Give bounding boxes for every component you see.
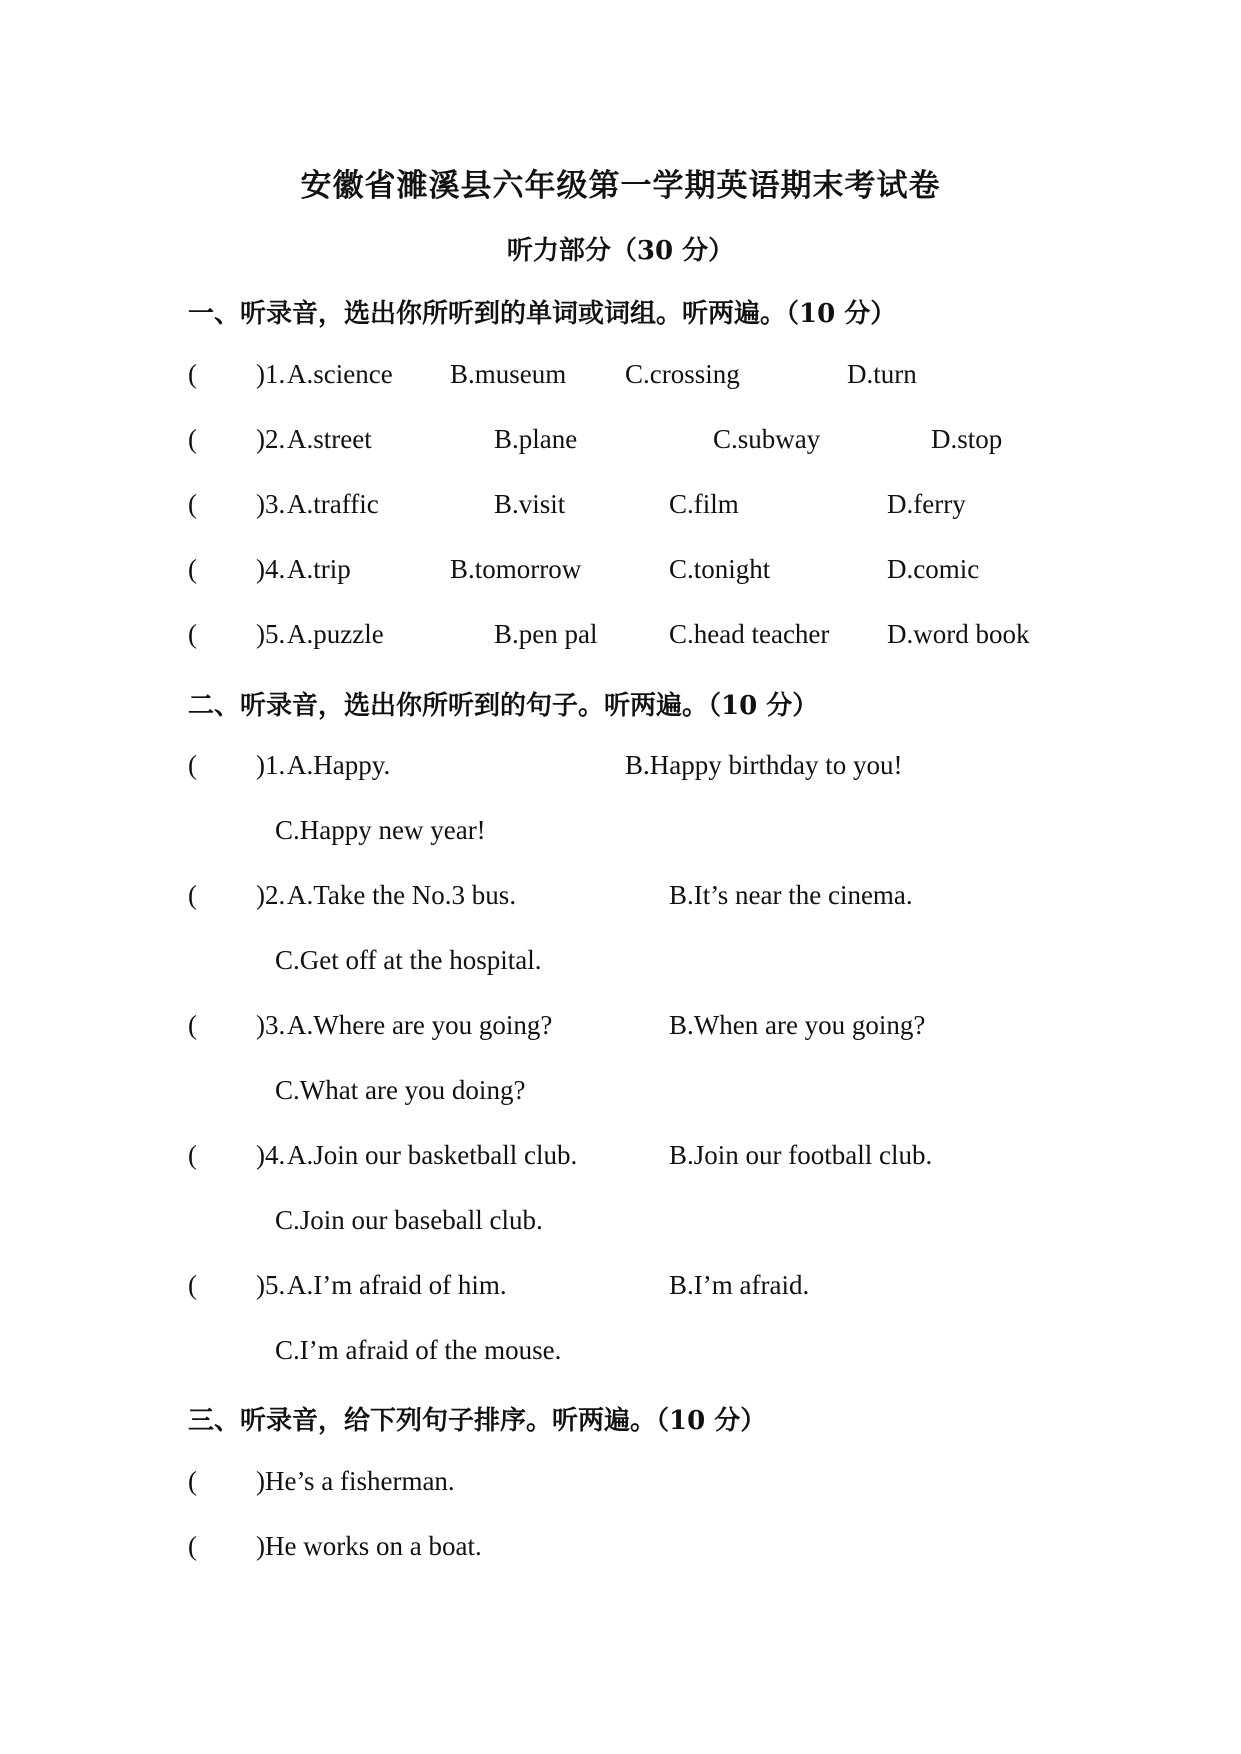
answer-blank[interactable] bbox=[202, 750, 252, 784]
option-c: C.film bbox=[669, 489, 739, 519]
answer-blank[interactable] bbox=[202, 619, 252, 653]
question-row bbox=[0, 359, 1241, 399]
answer-blank[interactable] bbox=[202, 554, 252, 588]
question-row-continued bbox=[0, 815, 1241, 855]
option-d: D.word book bbox=[887, 619, 1030, 649]
listening-part-title: 听力部分（30 分） bbox=[506, 236, 735, 266]
item-prefix: ) bbox=[256, 1466, 265, 1496]
option-c: C.crossing bbox=[625, 359, 740, 389]
option-a: A.Where are you going? bbox=[287, 1010, 553, 1040]
option-b: B.pen pal bbox=[494, 619, 598, 649]
option-a: A.Join our basketball club. bbox=[287, 1140, 578, 1170]
answer-paren: ( bbox=[188, 1270, 197, 1300]
answer-paren: ( bbox=[188, 424, 197, 454]
answer-blank[interactable] bbox=[202, 1010, 252, 1044]
question-number: )5. bbox=[256, 619, 286, 649]
option-c: C.Happy new year! bbox=[275, 815, 486, 845]
question-row bbox=[0, 554, 1241, 594]
question-row bbox=[0, 1010, 1241, 1050]
answer-blank[interactable] bbox=[202, 1140, 252, 1174]
answer-blank[interactable] bbox=[202, 1270, 252, 1304]
section-1-heading: 一、听录音，选出你所听到的单词或词组。听两遍。（10 分） bbox=[188, 299, 897, 329]
option-b: B.museum bbox=[450, 359, 567, 389]
option-d: D.stop bbox=[931, 424, 1003, 454]
option-d: D.ferry bbox=[887, 489, 966, 519]
question-row-continued bbox=[0, 1335, 1241, 1375]
answer-blank[interactable] bbox=[202, 359, 252, 393]
option-b: B.Happy birthday to you! bbox=[625, 750, 903, 780]
answer-paren: ( bbox=[188, 359, 197, 389]
question-row bbox=[0, 489, 1241, 529]
section-2-heading: 二、听录音，选出你所听到的句子。听两遍。（10 分） bbox=[188, 691, 819, 721]
option-b: B.tomorrow bbox=[450, 554, 582, 584]
question-row-continued bbox=[0, 945, 1241, 985]
question-row bbox=[0, 424, 1241, 464]
option-a: A.Take the No.3 bus. bbox=[287, 880, 517, 910]
question-number: )2. bbox=[256, 424, 286, 454]
answer-paren: ( bbox=[188, 750, 197, 780]
option-c: C.Join our baseball club. bbox=[275, 1205, 543, 1235]
answer-paren: ( bbox=[188, 1140, 197, 1170]
option-a: A.puzzle bbox=[287, 619, 384, 649]
question-row bbox=[0, 1140, 1241, 1180]
answer-paren: ( bbox=[188, 880, 197, 910]
sentence-text: He’s a fisherman. bbox=[265, 1466, 455, 1496]
answer-paren: ( bbox=[188, 1531, 197, 1561]
question-row bbox=[0, 750, 1241, 790]
answer-blank[interactable] bbox=[202, 1531, 252, 1565]
ordering-item bbox=[0, 1466, 1241, 1506]
question-number: )1. bbox=[256, 359, 286, 389]
question-row bbox=[0, 619, 1241, 659]
answer-paren: ( bbox=[188, 1010, 197, 1040]
option-c: C.head teacher bbox=[669, 619, 830, 649]
option-d: D.turn bbox=[847, 359, 917, 389]
question-row bbox=[0, 1270, 1241, 1310]
option-b: B.It’s near the cinema. bbox=[669, 880, 913, 910]
option-c: C.subway bbox=[713, 424, 821, 454]
option-a: A.traffic bbox=[287, 489, 379, 519]
answer-paren: ( bbox=[188, 554, 197, 584]
option-a: A.science bbox=[287, 359, 393, 389]
option-a: A.I’m afraid of him. bbox=[287, 1270, 507, 1300]
option-c: C.What are you doing? bbox=[275, 1075, 526, 1105]
question-row bbox=[0, 880, 1241, 920]
answer-blank[interactable] bbox=[202, 424, 252, 458]
question-row-continued bbox=[0, 1075, 1241, 1115]
option-d: D.comic bbox=[887, 554, 980, 584]
question-number: )3. bbox=[256, 489, 286, 519]
question-number: )2. bbox=[256, 880, 286, 910]
answer-blank[interactable] bbox=[202, 880, 252, 914]
section-3-heading: 三、听录音，给下列句子排序。听两遍。（10 分） bbox=[188, 1406, 767, 1436]
answer-paren: ( bbox=[188, 1466, 197, 1496]
option-c: C.tonight bbox=[669, 554, 771, 584]
question-number: )4. bbox=[256, 1140, 286, 1170]
item-prefix: ) bbox=[256, 1531, 265, 1561]
answer-paren: ( bbox=[188, 619, 197, 649]
exam-title: 安徽省濉溪县六年级第一学期英语期末考试卷 bbox=[300, 168, 941, 204]
option-b: B.I’m afraid. bbox=[669, 1270, 810, 1300]
option-c: C.I’m afraid of the mouse. bbox=[275, 1335, 562, 1365]
question-number: )5. bbox=[256, 1270, 286, 1300]
option-c: C.Get off at the hospital. bbox=[275, 945, 542, 975]
sentence-text: He works on a boat. bbox=[265, 1531, 482, 1561]
answer-paren: ( bbox=[188, 489, 197, 519]
option-a: A.street bbox=[287, 424, 372, 454]
option-b: B.When are you going? bbox=[669, 1010, 926, 1040]
question-number: )3. bbox=[256, 1010, 286, 1040]
question-number: )1. bbox=[256, 750, 286, 780]
answer-blank[interactable] bbox=[202, 489, 252, 523]
option-b: B.Join our football club. bbox=[669, 1140, 933, 1170]
option-b: B.plane bbox=[494, 424, 578, 454]
question-number: )4. bbox=[256, 554, 286, 584]
answer-blank[interactable] bbox=[202, 1466, 252, 1500]
option-a: A.trip bbox=[287, 554, 351, 584]
ordering-item bbox=[0, 1531, 1241, 1571]
option-a: A.Happy. bbox=[287, 750, 391, 780]
question-row-continued bbox=[0, 1205, 1241, 1245]
option-b: B.visit bbox=[494, 489, 566, 519]
